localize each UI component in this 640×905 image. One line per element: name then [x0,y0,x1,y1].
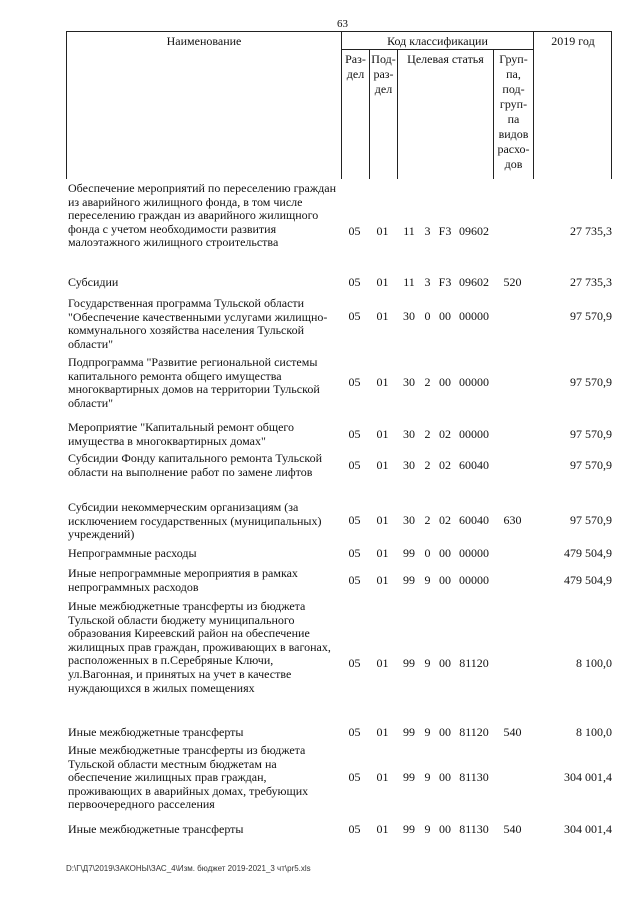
row-total: 97 570,9 [570,427,612,441]
header-code: Код классификации [387,34,488,48]
row-name: Государственная программа Тульской области "Обеспечение качественными услугами жилищно-коммунального хозяйства населения Тульской области" [68,296,328,351]
row-code-a3: 02 [439,513,451,527]
row-code-a2: 2 [424,375,431,389]
row-code-p: 01 [376,375,389,389]
row-total: 97 570,9 [570,375,612,389]
row-code-r: 05 [348,770,361,784]
row-code-a2: 9 [424,822,431,836]
row-name: Субсидии Фонду капитального ремонта Тульской области на выполнение работ по замене лифтов [68,451,323,479]
header-name: Наименование [166,34,242,48]
row-code-a3: 00 [439,725,451,739]
row-code-a4: 81130 [459,822,489,836]
row-code-r: 05 [348,725,361,739]
page-number: 63 [337,18,348,30]
row-name: Иные непрограммные мероприятия в рамках непрограммных расходов [68,566,298,594]
row-code-a4: 60040 [459,458,489,472]
row-code-a4: 09602 [459,275,489,289]
row-total: 479 504,9 [564,573,612,587]
row-code-g: 630 [503,513,522,527]
row-code-a2: 2 [424,513,431,527]
row-name: Иные межбюджетные трансферты [68,725,244,739]
row-code-a3: 00 [439,656,451,670]
row-code-r: 05 [348,822,361,836]
file-path: D:\Г\Д7\2019\ЗАКОНЫ\ЗАС_4\Изм. бюджет 2019-2021_3 чт\pr5.xls [66,864,311,873]
row-code-p: 01 [376,725,389,739]
row-code-r: 05 [348,656,361,670]
row-total: 304 001,4 [564,770,612,784]
row-code-a3: 00 [439,546,451,560]
row-code-a2: 9 [424,770,431,784]
row-code-a4: 60040 [459,513,489,527]
header-year: 2019 год [551,34,595,48]
row-code-p: 01 [376,573,389,587]
row-code-a1: 30 [403,458,415,472]
row-total: 97 570,9 [570,309,612,323]
row-code-g: 520 [503,275,522,289]
row-code-a1: 99 [403,546,415,560]
row-code-p: 01 [376,309,389,323]
row-code-a2: 9 [424,656,431,670]
row-name: Мероприятие "Капитальный ремонт общего имущества в многоквартирных домах" [68,420,295,448]
row-code-p: 01 [376,275,389,289]
row-total: 8 100,0 [576,656,612,670]
row-code-a3: 00 [439,309,451,323]
row-code-a1: 99 [403,822,415,836]
row-code-a3: 00 [439,822,451,836]
row-code-r: 05 [348,224,361,238]
row-code-a1: 11 [403,224,415,238]
row-code-a3: 00 [439,375,451,389]
header-article: Целевая статья [407,52,484,66]
row-total: 97 570,9 [570,458,612,472]
row-code-a1: 30 [403,513,415,527]
row-code-a4: 00000 [459,375,489,389]
header-razdel: Раз- дел [345,52,366,81]
row-code-a1: 99 [403,770,415,784]
row-code-r: 05 [348,573,361,587]
row-code-a1: 99 [403,656,415,670]
row-code-a2: 9 [424,573,431,587]
row-code-a1: 11 [403,275,415,289]
row-total: 8 100,0 [576,725,612,739]
row-code-p: 01 [376,656,389,670]
row-name: Иные межбюджетные трансферты из бюджета Тульской области бюджету муниципального образования Киреевский район на обеспечение жилищных прав граждан, проживающих в вагонах, расположенных в п.Серебряные Ключи, ул.Вагонная, и принятых на учет в качестве нуждающихся в жилых помещениях [68,599,331,695]
row-code-a3: 02 [439,458,451,472]
row-code-p: 01 [376,513,389,527]
row-code-a1: 30 [403,309,415,323]
row-code-a2: 2 [424,458,431,472]
row-name: Подпрограмма "Развитие региональной системы капитального ремонта общего имущества многоквартирных домов на территории Тульской области" [68,355,320,410]
row-code-r: 05 [348,513,361,527]
row-code-a2: 3 [424,224,431,238]
row-code-a2: 0 [424,309,431,323]
row-code-a1: 99 [403,725,415,739]
row-name: Иные межбюджетные трансферты [68,822,244,836]
row-code-r: 05 [348,275,361,289]
row-code-p: 01 [376,458,389,472]
row-code-r: 05 [348,309,361,323]
row-name: Непрограммные расходы [68,546,197,560]
row-code-p: 01 [376,224,389,238]
header-podrazdel: Под- раз- дел [371,52,396,96]
row-code-a2: 0 [424,546,431,560]
row-code-a4: 81130 [459,770,489,784]
row-code-a1: 30 [403,375,415,389]
row-name: Иные межбюджетные трансферты из бюджета Тульской области местным бюджетам на обеспечение жилищных прав граждан, проживающих в аварийных домах, требующих первоочередного расселения [68,743,309,812]
row-code-p: 01 [376,427,389,441]
header-group: Груп- па, под- груп- па видов расхо- дов [497,52,530,171]
row-code-g: 540 [503,725,522,739]
row-code-a4: 00000 [459,427,489,441]
row-total: 479 504,9 [564,546,612,560]
row-code-r: 05 [348,458,361,472]
row-code-a1: 30 [403,427,415,441]
row-code-a3: 00 [439,573,451,587]
row-code-p: 01 [376,822,389,836]
row-code-a2: 2 [424,427,431,441]
row-code-a3: F3 [438,224,452,238]
row-code-a4: 00000 [459,309,489,323]
row-code-r: 05 [348,427,361,441]
row-code-r: 05 [348,375,361,389]
row-total: 97 570,9 [570,513,612,527]
row-code-a3: 02 [439,427,451,441]
row-name: Обеспечение мероприятий по переселению граждан из аварийного жилищного фонда, в том числе переселению граждан из аварийного жилищного фонда с учетом необходимости развития малоэтажного жилищного строительства [68,181,337,250]
row-code-a3: 00 [439,770,451,784]
row-code-r: 05 [348,546,361,560]
row-code-a3: F3 [438,275,452,289]
row-code-a2: 9 [424,725,431,739]
row-code-a1: 99 [403,573,415,587]
row-code-a4: 81120 [459,725,489,739]
row-total: 27 735,3 [570,224,612,238]
table-header [66,31,612,179]
row-name: Субсидии некоммерческим организациям (за исключением государственных (муниципальных) учреждений) [68,500,322,542]
row-code-a4: 81120 [459,656,489,670]
row-total: 304 001,4 [564,822,612,836]
row-code-g: 540 [503,822,522,836]
row-code-a4: 09602 [459,224,489,238]
row-code-a4: 00000 [459,546,489,560]
row-code-p: 01 [376,770,389,784]
row-name: Субсидии [68,275,119,289]
row-code-a2: 3 [424,275,431,289]
row-code-a4: 00000 [459,573,489,587]
row-total: 27 735,3 [570,275,612,289]
row-code-p: 01 [376,546,389,560]
